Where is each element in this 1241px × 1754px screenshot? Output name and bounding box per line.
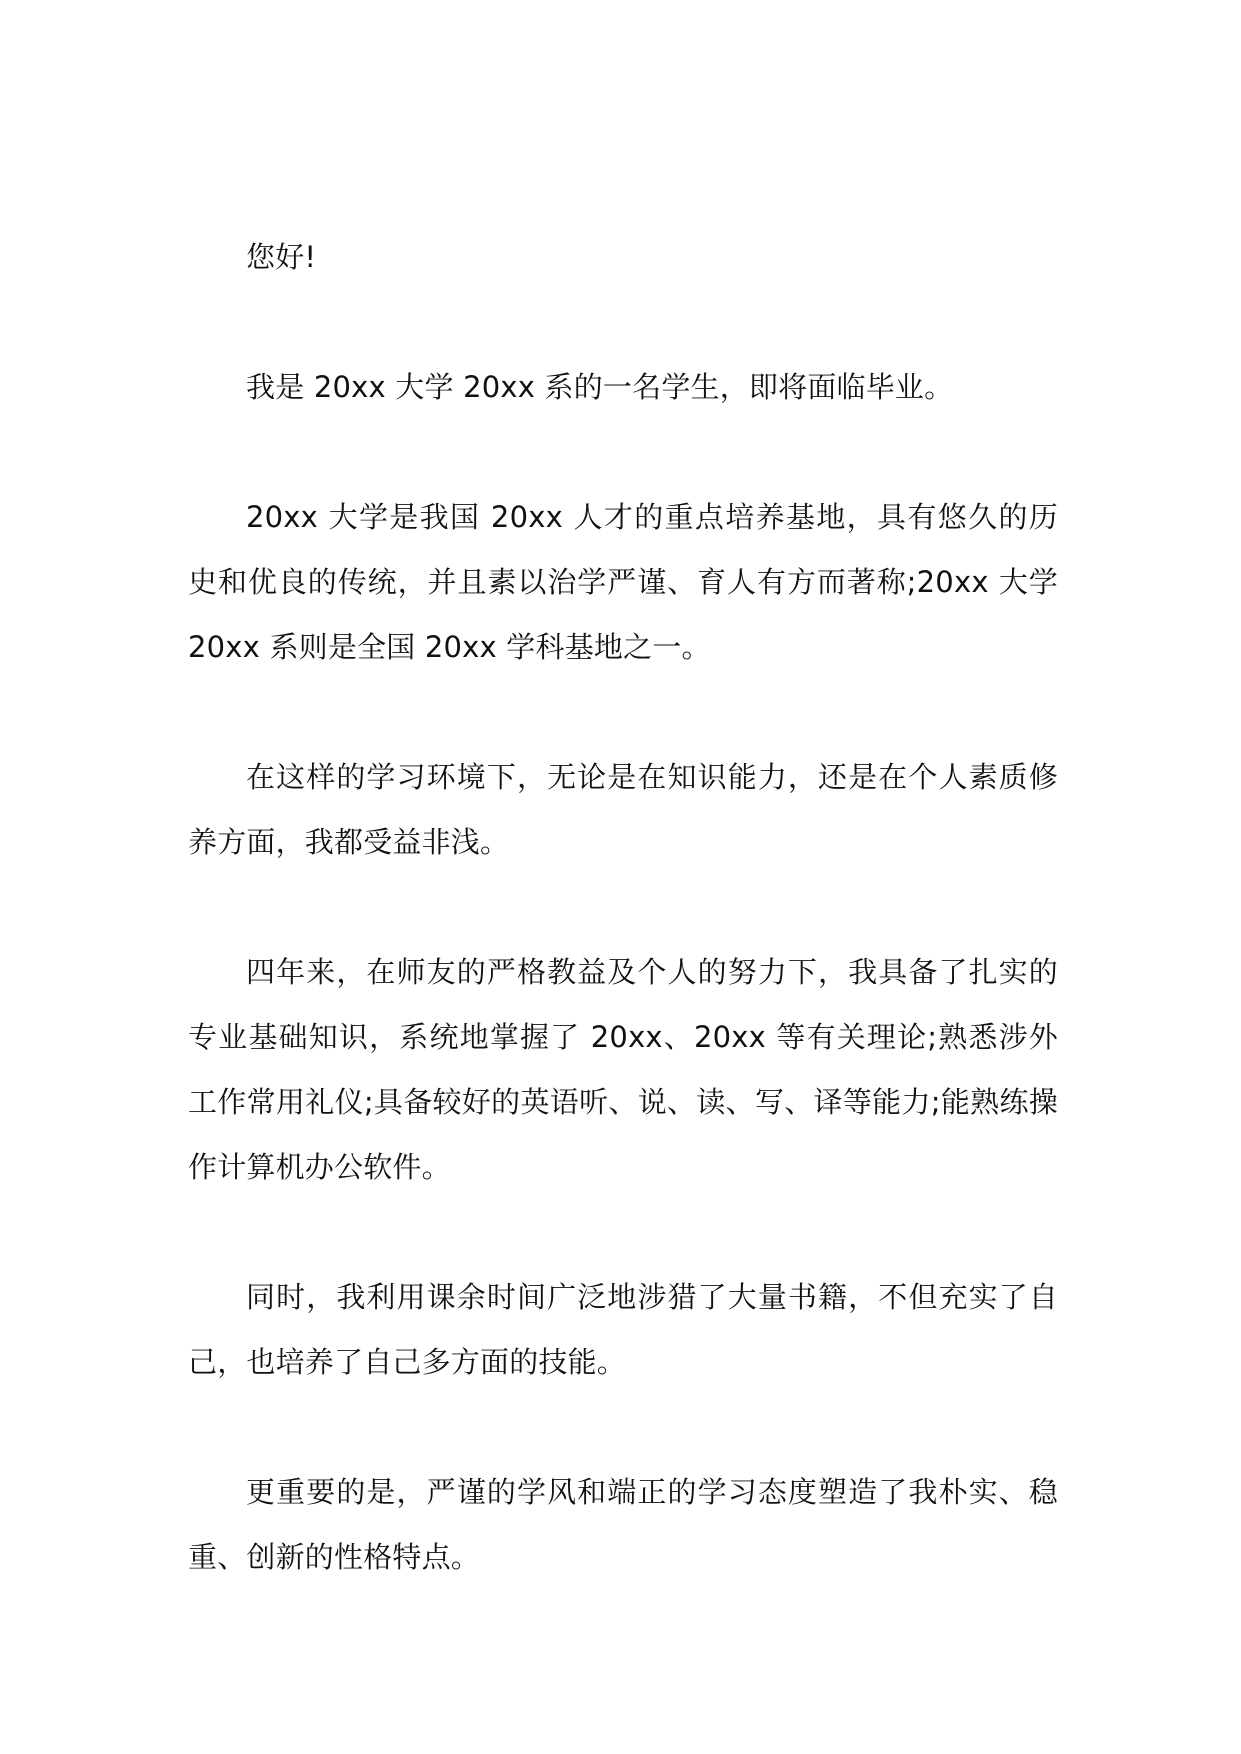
paragraph-reading: 同时，我利用课余时间广泛地涉猎了大量书籍，不但充实了自己，也培养了自己多方面的技能。 bbox=[188, 1280, 1058, 1379]
paragraph-learning-environment: 在这样的学习环境下，无论是在知识能力，还是在个人素质修养方面，我都受益非浅。 bbox=[188, 760, 1058, 859]
letter-body bbox=[188, 225, 1058, 1590]
paragraph-introduction: 我是 20xx 大学 20xx 系的一名学生，即将面临毕业。 bbox=[246, 370, 954, 404]
paragraph-character: 更重要的是，严谨的学风和端正的学习态度塑造了我朴实、稳重、创新的性格特点。 bbox=[188, 1475, 1058, 1574]
paragraph-university: 20xx 大学是我国 20xx 人才的重点培养基地，具有悠久的历史和优良的传统，并且素以治学严谨、育人有方而著称;20xx 大学 20xx 系则是全国 20xx 学科基地之一。 bbox=[188, 500, 1058, 664]
greeting: 您好! bbox=[246, 240, 317, 274]
paragraph-skills: 四年来，在师友的严格教益及个人的努力下，我具备了扎实的专业基础知识，系统地掌握了 20xx、20xx 等有关理论;熟悉涉外工作常用礼仪;具备较好的英语听、说、读、写、译等能力;能熟练操作计算机办公软件。 bbox=[188, 955, 1058, 1184]
